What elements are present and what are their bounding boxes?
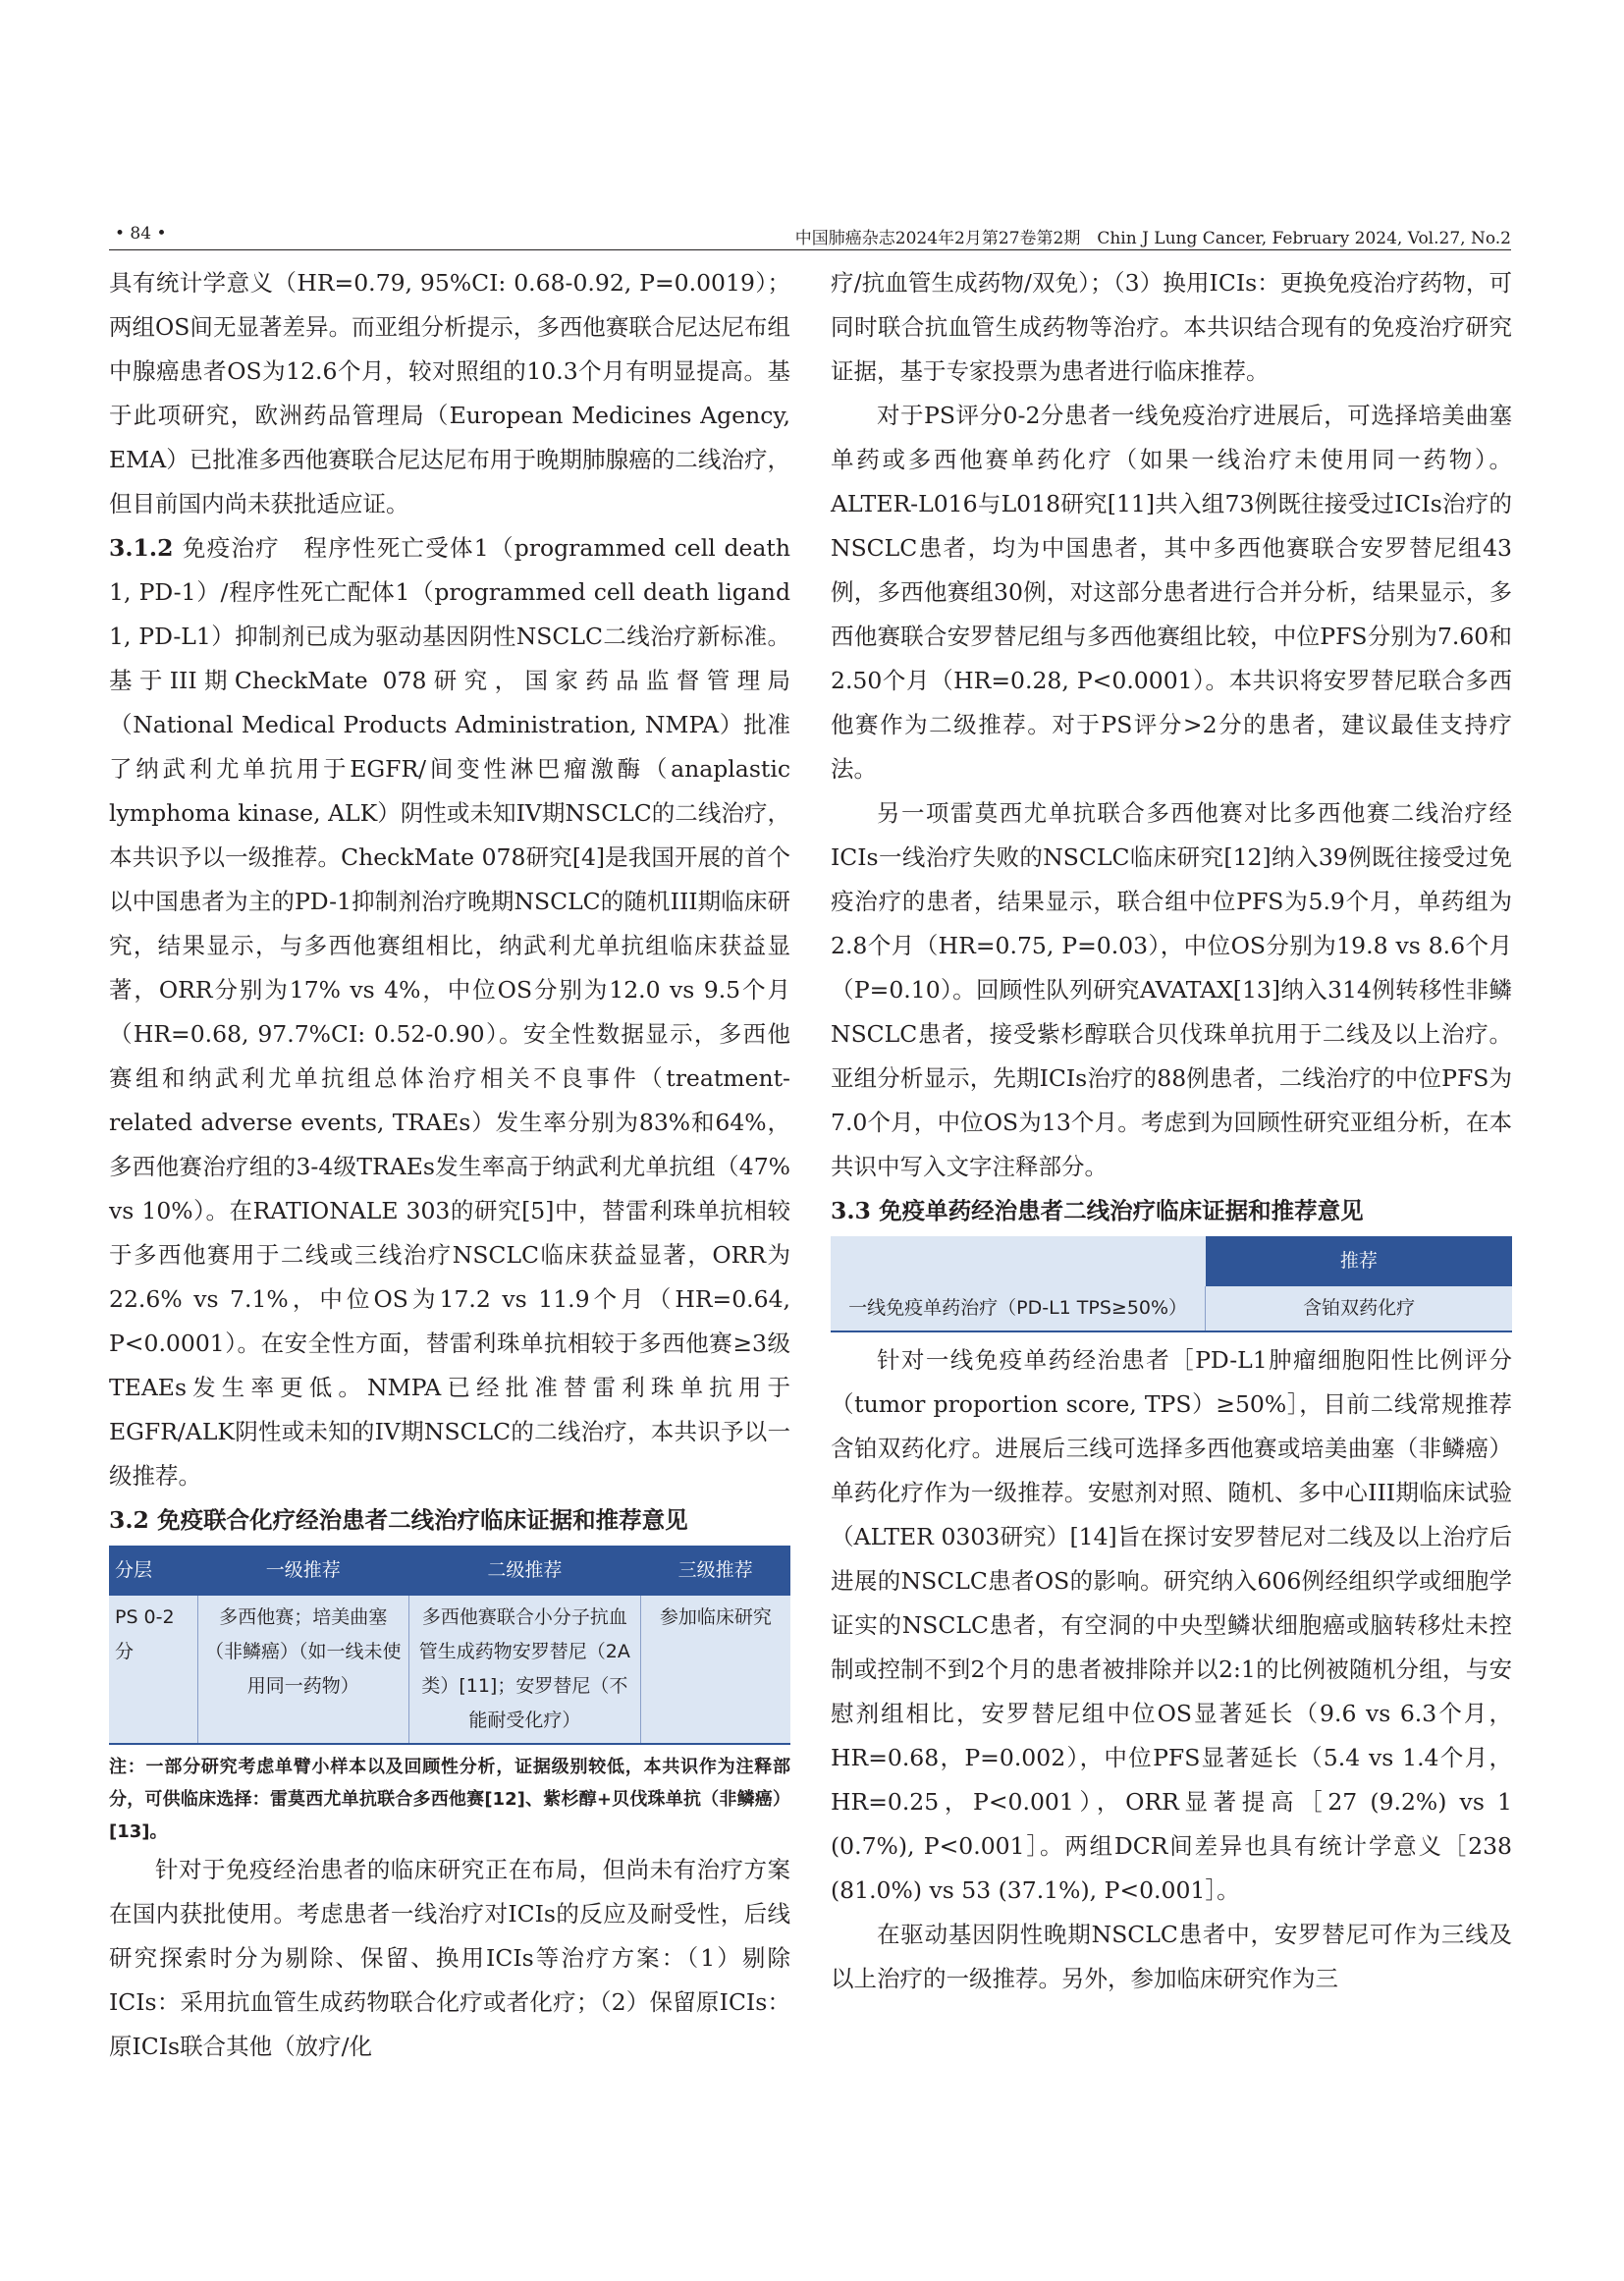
paragraph: 对于PS评分0-2分患者一线免疫治疗进展后，可选择培美曲塞单药或多西他赛单药化疗（如果一线治疗未使用同一药物）。ALTER-L016与L018研究[11]共入组73例既往接受过ICIs治疗的NSCLC患者，均为中国患者，其中多西他赛联合安罗替尼组43例，多西他赛组30例，对这部分患者进行合并分析，结果显示，多西他赛联合安罗替尼组与多西他赛组比较，中位PFS分别为7.60和2.50个月（HR=0.28, P<0.0001）。本共识将安罗替尼联合多西他赛作为二级推荐。对于PS评分>2分的患者，建议最佳支持疗法。 (831, 402, 1512, 783)
journal-citation: 中国肺癌杂志2024年2月第27卷第2期 Chin J Lung Cancer, February 2024, Vol.27, No.2 (794, 229, 1511, 248)
table-row (109, 1596, 790, 1744)
section-heading-3-3: 3.3 免疫单药经治患者二线治疗临床证据和推荐意见 (831, 1197, 1364, 1224)
section-heading-3-2: 3.2 免疫联合化疗经治患者二线治疗临床证据和推荐意见 (109, 1506, 688, 1534)
paragraph: 针对一线免疫单药经治患者［PD-L1肿瘤细胞阳性比例评分（tumor proportion score, TPS）≥50%］，目前二线常规推荐含铂双药化疗。进展后三线可选择多西他赛或培美曲塞（非鳞癌）单药化疗作为一级推荐。安慰剂对照、随机、多中心III期临床试验（ALTER 0303研究）[14]旨在探讨安罗替尼对二线及以上治疗后进展的NSCLC患者OS的影响。研究纳入606例经组织学或细胞学证实的NSCLC患者，有空洞的中央型鳞状细胞癌或脑转移灶未控制或控制不到2个月的患者被排除并以2:1的比例被随机分组，与安慰剂组相比，安罗替尼组中位OS显著延长（9.6 vs 6.3个月，HR=0.68，P=0.002），中位PFS显著延长（5.4 vs 1.4个月，HR=0.25，P<0.001），ORR显著提高［27 (9.2%) vs 1 (0.7%), P<0.001］。两组DCR间差异也具有统计学意义［238 (81.0%) vs 53 (37.1%), P<0.001］。 (831, 1346, 1512, 1904)
paragraph: 具有统计学意义（HR=0.79, 95%CI: 0.68-0.92, P=0.0019）；两组OS间无显著差异。而亚组分析提示，多西他赛联合尼达尼布组中腺癌患者OS为12.6个月，较对照组的10.3个月有明显提高。基于此项研究，欧洲药品管理局（European Medicines Agency, EMA）已批准多西他赛联合尼达尼布用于晚期肺腺癌的二线治疗，但目前国内尚未获批适应证。 (109, 269, 790, 517)
table-header: 三级推荐 (640, 1546, 790, 1596)
table-cell: 多西他赛联合小分子抗血管生成药物安罗替尼（2A类）[11]；安罗替尼（不能耐受化疗） (408, 1596, 640, 1744)
paragraph-immunotherapy: 3.1.2 免疫治疗 程序性死亡受体1（programmed cell death 1, PD-1）/程序性死亡配体1（programmed cell death ligand 1, PD-L1）抑制剂已成为驱动基因阴性NSCLC二线治疗新标准。基于III期CheckMate 078研究，国家药品监督管理局（National Medical Products Administration, NMPA）批准了纳武利尤单抗用于EGFR/间变性淋巴瘤激酶（anaplastic lymphoma kinase, ALK）阴性或未知IV期NSCLC的二线治疗，本共识予以一级推荐。CheckMate 078研究[4]是我国开展的首个以中国患者为主的PD-1抑制剂治疗晚期NSCLC的随机III期临床研究，结果显示，与多西他赛组相比，纳武利尤单抗组临床获益显著，ORR分别为17% vs 4%，中位OS分别为12.0 vs 9.5个月（HR=0.68, 97.7%CI: 0.52-0.90）。安全性数据显示，多西他赛组和纳武利尤单抗组总体治疗相关不良事件（treatment-related adverse events, TRAEs）发生率分别为83%和64%，多西他赛治疗组的3-4级TRAEs发生率高于纳武利尤单抗组（47% vs 10%）。在RATIONALE 303的研究[5]中，替雷利珠单抗相较于多西他赛用于二线或三线治疗NSCLC临床获益显著，ORR为22.6% vs 7.1%，中位OS为17.2 vs 11.9个月（HR=0.64, P<0.0001）。在安全性方面，替雷利珠单抗相较于多西他赛≥3级TEAEs发生率更低。NMPA已经批准替雷利珠单抗用于EGFR/ALK阴性或未知的IV期NSCLC的二线治疗，本共识予以一级推荐。 (109, 534, 790, 1490)
table-row (831, 1286, 1512, 1331)
table-header: 一级推荐 (197, 1546, 408, 1596)
table-header-empty (831, 1236, 1206, 1286)
paragraph: 疗/抗血管生成药物/双免）；（3）换用ICIs：更换免疫治疗药物，可同时联合抗血管生成药物等治疗。本共识结合现有的免疫治疗研究证据，基于专家投票为患者进行临床推荐。 (831, 269, 1512, 385)
recommendation-table-3-3 (831, 1236, 1512, 1332)
table-note: 注：一部分研究考虑单臂小样本以及回顾性分析，证据级别较低，本共识作为注释部分，可供临床选择：雷莫西尤单抗联合多西他赛[12]、紫杉醇+贝伐珠单抗（非鳞癌）[13]。 (109, 1757, 790, 1842)
table-header: 二级推荐 (408, 1546, 640, 1596)
table-cell: PS 0-2分 (109, 1596, 197, 1744)
left-column (109, 261, 790, 2069)
paragraph: 在驱动基因阴性晚期NSCLC患者中，安罗替尼可作为三线及以上治疗的一级推荐。另外，参加临床研究作为三 (831, 1921, 1512, 1992)
table-header: 推荐 (1206, 1236, 1512, 1286)
section-number: 3.1.2 (109, 534, 183, 562)
table-cell: 多西他赛；培美曲塞（非鳞癌）（如一线未使用同一药物） (197, 1596, 408, 1744)
table-cell: 一线免疫单药治疗（PD-L1 TPS≥50%） (831, 1286, 1206, 1331)
recommendation-table-3-2 (109, 1546, 790, 1745)
paragraph: 针对于免疫经治患者的临床研究正在布局，但尚未有治疗方案在国内获批使用。考虑患者一线治疗对ICIs的反应及耐受性，后线研究探索时分为剔除、保留、换用ICIs等治疗方案：（1）剔除ICIs：采用抗血管生成药物联合化疗或者化疗；（2）保留原ICIs：原ICIs联合其他（放疗/化 (109, 1856, 790, 2060)
table-cell: 含铂双药化疗 (1303, 1297, 1416, 1319)
table-header: 分层 (109, 1546, 197, 1596)
running-header (109, 224, 1511, 250)
paragraph: 另一项雷莫西尤单抗联合多西他赛对比多西他赛二线治疗经ICIs一线治疗失败的NSCLC临床研究[12]纳入39例既往接受过免疫治疗的患者，结果显示，联合组中位PFS为5.9个月，单药组为2.8个月（HR=0.75, P=0.03），中位OS分别为19.8 vs 8.6个月（P=0.10）。回顾性队列研究AVATAX[13]纳入314例转移性非鳞NSCLC患者，接受紫杉醇联合贝伐珠单抗用于二线及以上治疗。亚组分析显示，先期ICIs治疗的88例患者，二线治疗的中位PFS为7.0个月，中位OS为13个月。考虑到为回顾性研究亚组分析，在本共识中写入文字注释部分。 (831, 799, 1512, 1180)
table-cell: 参加临床研究 (659, 1606, 772, 1628)
page-number: • 84 • (115, 224, 167, 244)
right-column (831, 261, 1512, 2001)
